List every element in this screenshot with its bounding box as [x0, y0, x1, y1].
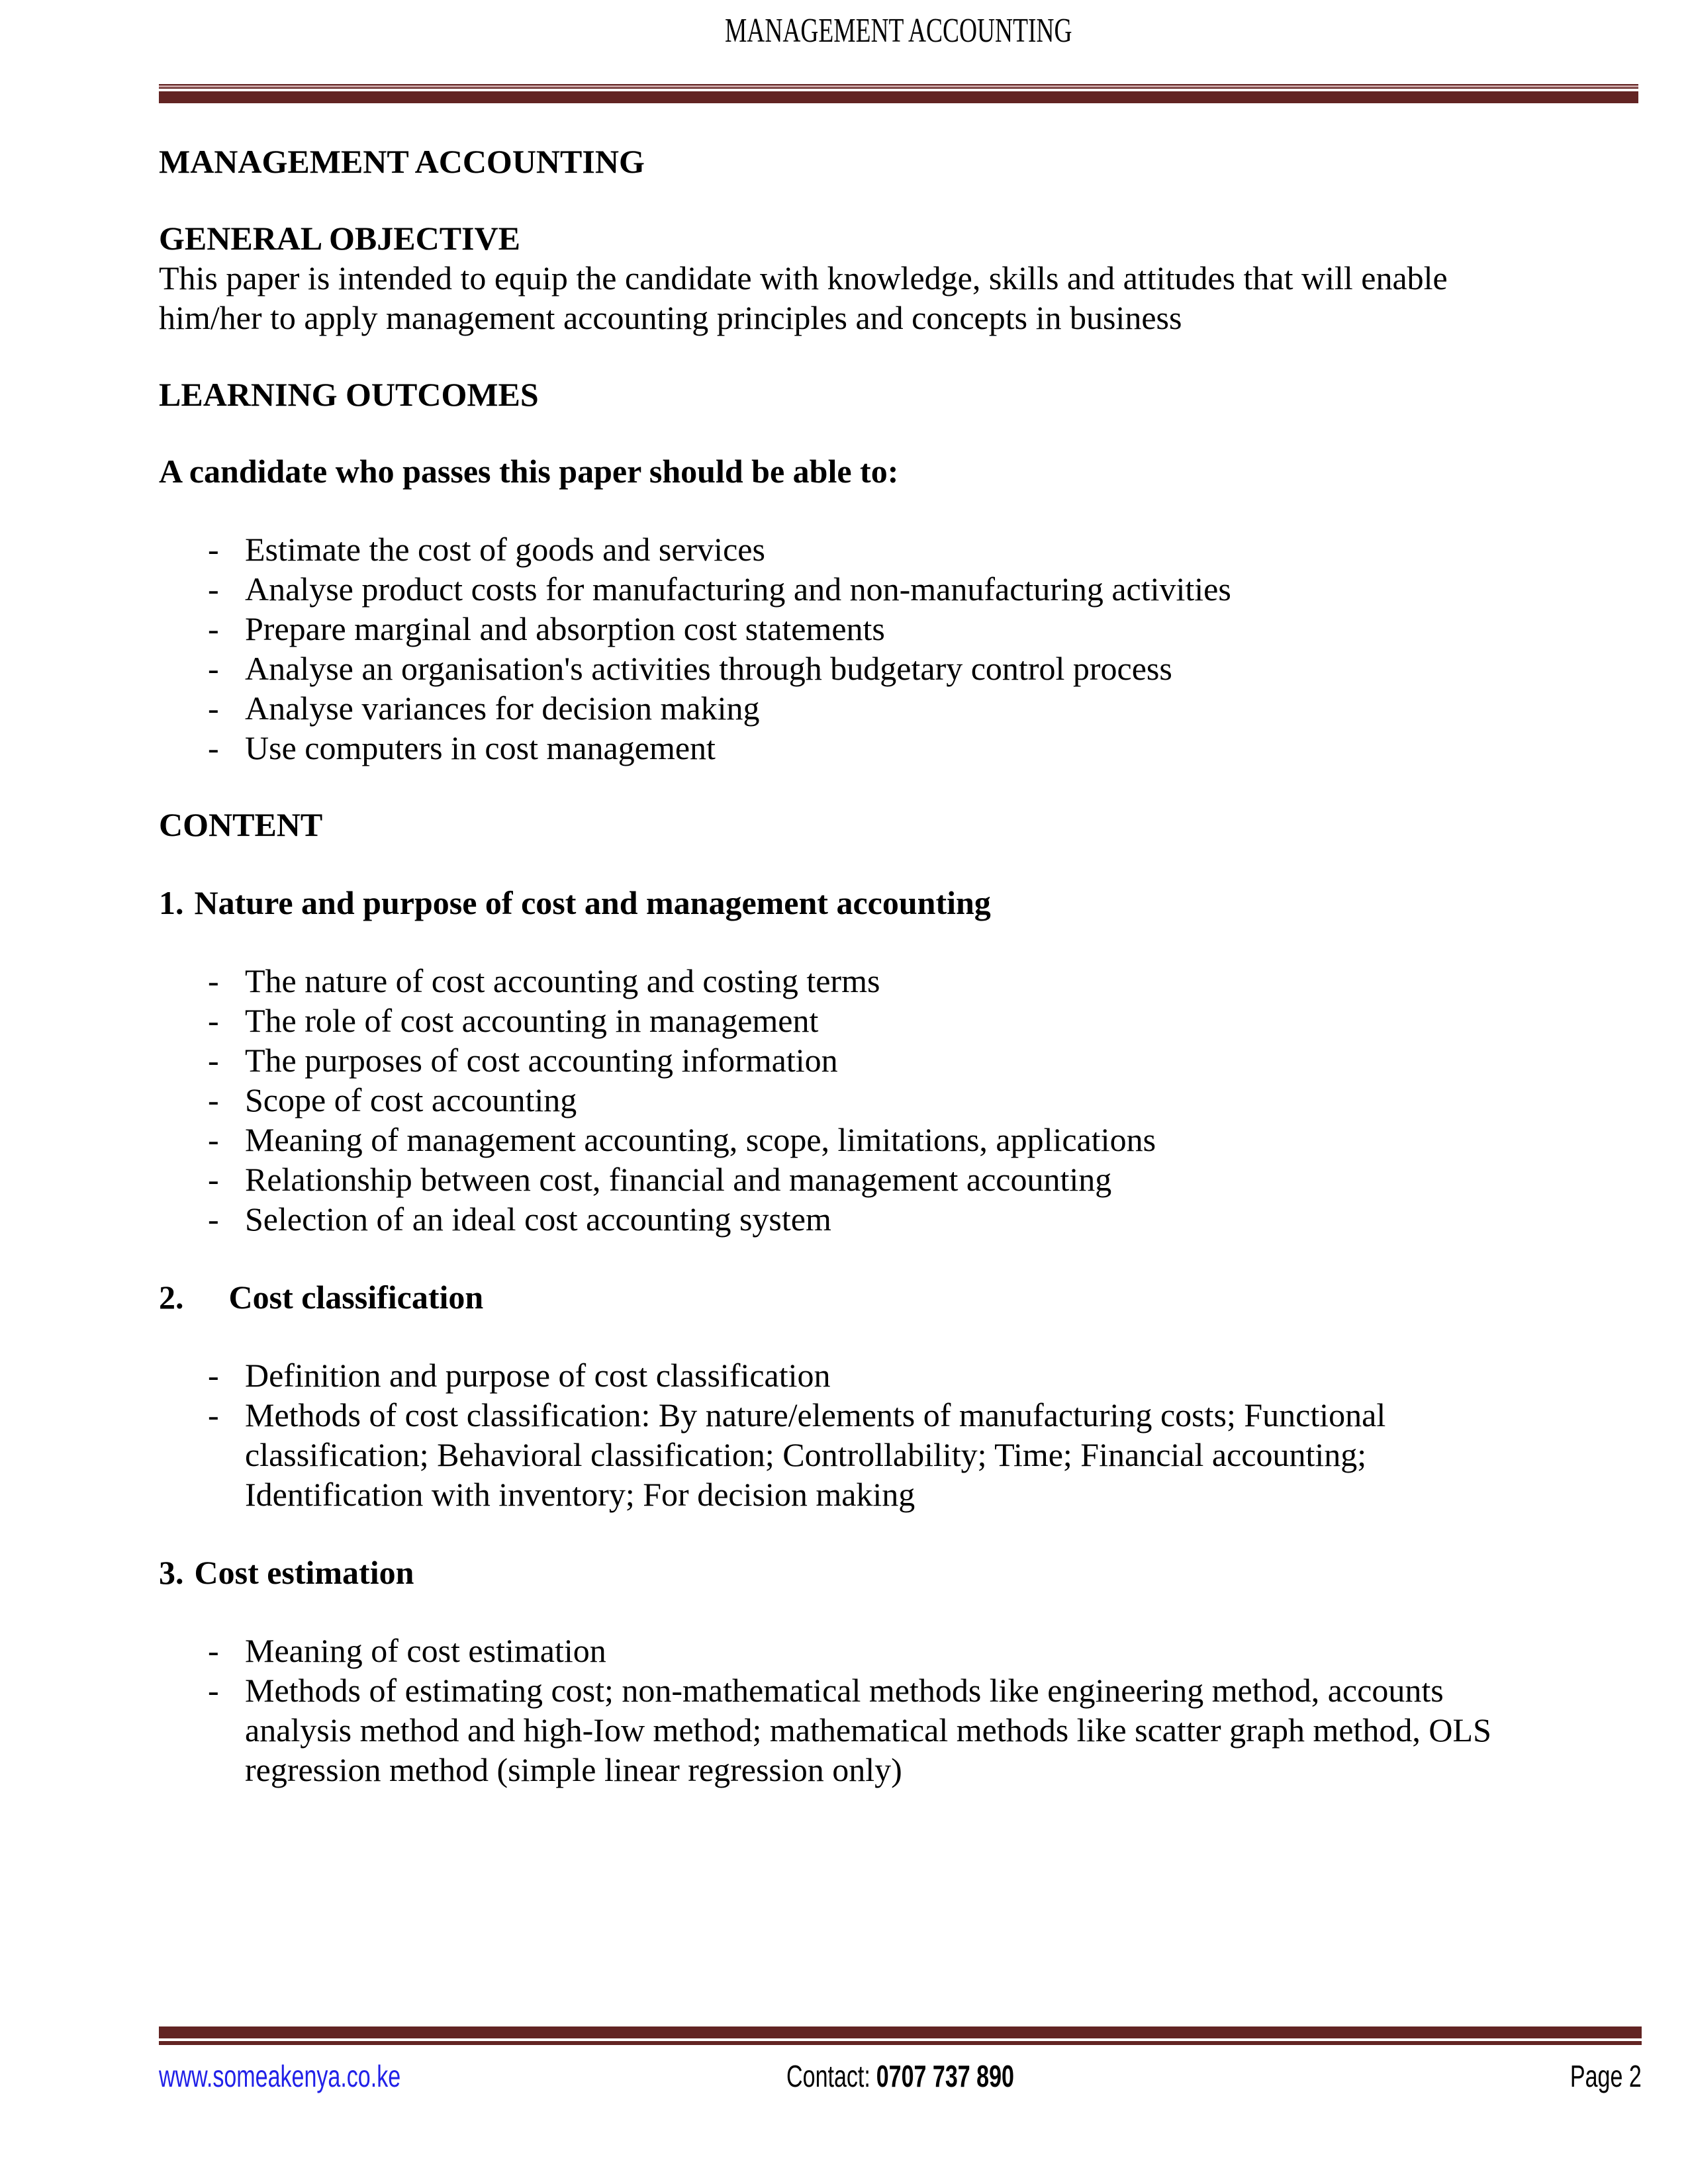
list-item: [208, 1199, 1536, 1239]
section-2-heading: [159, 1277, 1536, 1317]
list-item-text: Scope of cost accounting: [245, 1081, 577, 1118]
list-item-text: Estimate the cost of goods and services: [245, 531, 765, 568]
learning-outcomes-intro: A candidate who passes this paper should be able to:: [159, 453, 899, 490]
list-item-text: Meaning of management accounting, scope, limitations, applications: [245, 1121, 1156, 1158]
bullet-dash-icon: -: [208, 1632, 219, 1669]
header-rule-thin: [159, 84, 1638, 89]
general-objective-heading: GENERAL OBJECTIVE: [159, 220, 520, 257]
list-item-text: Relationship between cost, financial and management accounting: [245, 1161, 1112, 1198]
paragraph-line: him/her to apply management accounting principles and concepts in business: [159, 299, 1182, 336]
section-number: 3.: [159, 1554, 184, 1591]
bullet-dash-icon: -: [208, 1201, 219, 1238]
list-item-text: The purposes of cost accounting information: [245, 1042, 838, 1079]
page-footer: [159, 2026, 1642, 2097]
list-item: [208, 609, 1536, 649]
bullet-dash-icon: -: [208, 962, 219, 999]
bullet-dash-icon: -: [208, 729, 219, 766]
bullet-dash-icon: -: [208, 531, 219, 568]
list-item-text: Use computers in cost management: [245, 729, 716, 766]
list-item-line: Identification with inventory; For decision making: [245, 1476, 915, 1513]
contact-number: 0707 737 890: [876, 2059, 1014, 2093]
list-item-text: [245, 1395, 1536, 1514]
header-rule-thick: [159, 91, 1638, 103]
section-title: Nature and purpose of cost and management accounting: [194, 884, 991, 921]
page-header: [159, 0, 1638, 103]
list-item-line: Methods of estimating cost; non-mathematical methods like engineering method, accounts: [245, 1672, 1444, 1709]
list-item: [208, 1080, 1536, 1120]
bullet-dash-icon: -: [208, 1002, 219, 1039]
list-item: [208, 1040, 1536, 1080]
bullet-dash-icon: -: [208, 1081, 219, 1118]
list-item-text: The role of cost accounting in management: [245, 1002, 819, 1039]
list-item: [208, 1001, 1536, 1040]
general-objective-paragraph: [159, 258, 1536, 338]
list-item-text: The nature of cost accounting and costing terms: [245, 962, 880, 999]
list-item-text: Analyse an organisation's activities through budgetary control process: [245, 650, 1172, 687]
section-title: Cost estimation: [194, 1554, 414, 1591]
list-item: [208, 529, 1536, 569]
list-item-text: Definition and purpose of cost classification: [245, 1357, 831, 1394]
list-item: [208, 728, 1536, 768]
contact-label: Contact:: [786, 2059, 870, 2093]
footer-text-row: [159, 2056, 1642, 2097]
bullet-dash-icon: -: [208, 1161, 219, 1198]
list-item-text: [245, 1670, 1536, 1790]
contact-info: [786, 2056, 1014, 2097]
bullet-dash-icon: -: [208, 1121, 219, 1158]
list-item-text: Prepare marginal and absorption cost statements: [245, 610, 885, 647]
list-item: [208, 1395, 1536, 1514]
list-item-text: Meaning of cost estimation: [245, 1632, 606, 1669]
footer-rule-thick: [159, 2026, 1642, 2038]
list-item-text: Analyse variances for decision making: [245, 690, 760, 727]
section-1-list: [159, 961, 1536, 1239]
section-3-list: [159, 1631, 1536, 1790]
list-item: [208, 1160, 1536, 1199]
section-2-list: [159, 1355, 1536, 1514]
list-item: [208, 1670, 1536, 1790]
bullet-dash-icon: -: [208, 1042, 219, 1079]
bullet-dash-icon: -: [208, 1672, 219, 1709]
list-item: [208, 961, 1536, 1001]
bullet-dash-icon: -: [208, 1396, 219, 1433]
document-title: MANAGEMENT ACCOUNTING: [159, 143, 645, 180]
section-number: 1.: [159, 884, 184, 921]
list-item: [208, 1355, 1536, 1395]
website-link[interactable]: www.someakenya.co.ke: [159, 2059, 401, 2093]
section-3-heading: [159, 1553, 1536, 1592]
section-number: 2.: [159, 1279, 184, 1316]
list-item: [208, 1631, 1536, 1670]
list-item: [208, 649, 1536, 688]
content-heading: CONTENT: [159, 806, 323, 843]
list-item-line: regression method (simple linear regression only): [245, 1751, 902, 1788]
list-item-line: Methods of cost classification: By nature/elements of manufacturing costs; Functional: [245, 1396, 1386, 1433]
learning-outcomes-heading: LEARNING OUTCOMES: [159, 376, 539, 413]
page-number: Page 2: [1570, 2059, 1642, 2093]
bullet-dash-icon: -: [208, 570, 219, 608]
bullet-dash-icon: -: [208, 650, 219, 687]
list-item: [208, 569, 1536, 609]
paragraph-line: This paper is intended to equip the candidate with knowledge, skills and attitudes that will enable: [159, 259, 1448, 296]
bullet-dash-icon: -: [208, 690, 219, 727]
footer-rule-thin: [159, 2041, 1642, 2045]
section-1-heading: [159, 883, 1536, 923]
header-title-row: [159, 0, 1638, 51]
list-item-line: analysis method and high-Iow method; mathematical methods like scatter graph method, OLS: [245, 1711, 1491, 1749]
bullet-dash-icon: -: [208, 1357, 219, 1394]
header-title: MANAGEMENT ACCOUNTING: [725, 12, 1072, 50]
list-item-line: classification; Behavioral classification; Controllability; Time; Financial accounting;: [245, 1436, 1367, 1473]
section-title: Cost classification: [228, 1279, 484, 1316]
list-item: [208, 688, 1536, 728]
bullet-dash-icon: -: [208, 610, 219, 647]
learning-outcomes-list: [159, 529, 1536, 768]
list-item: [208, 1120, 1536, 1160]
list-item-text: Analyse product costs for manufacturing and non-manufacturing activities: [245, 570, 1231, 608]
list-item-text: Selection of an ideal cost accounting system: [245, 1201, 831, 1238]
